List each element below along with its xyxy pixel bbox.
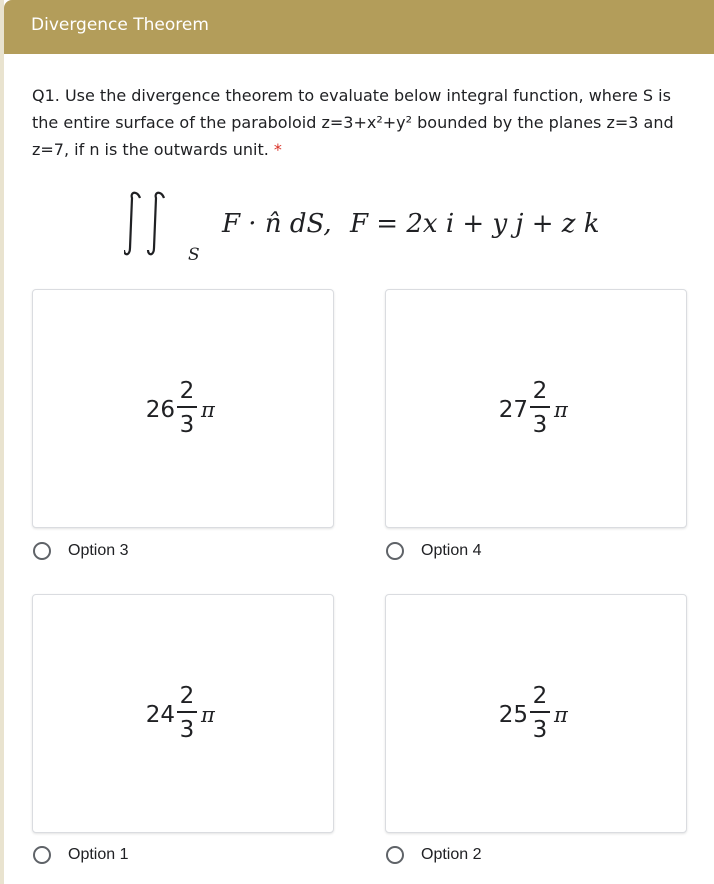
option-denominator: 3 xyxy=(532,412,548,438)
option-label[interactable]: Option 1 xyxy=(68,846,129,863)
form-card xyxy=(4,0,714,884)
option-denominator: 3 xyxy=(532,717,548,743)
option-row[interactable] xyxy=(386,539,481,563)
radio-button[interactable] xyxy=(33,542,51,560)
option-whole: 27 xyxy=(498,397,528,423)
option-denominator: 3 xyxy=(179,412,195,438)
question-text xyxy=(32,82,692,163)
option-pi: π xyxy=(554,703,568,727)
option-numerator: 2 xyxy=(179,378,195,404)
required-asterisk: * xyxy=(273,140,282,159)
option-pi: π xyxy=(201,703,215,727)
option-label[interactable]: Option 3 xyxy=(68,542,129,559)
option-pi: π xyxy=(554,398,568,422)
radio-button[interactable] xyxy=(386,846,404,864)
option-whole: 25 xyxy=(498,702,528,728)
field-definition: F = 2x i + y j + z k xyxy=(350,209,600,239)
option-row[interactable] xyxy=(386,843,481,867)
option-label[interactable]: Option 4 xyxy=(421,542,482,559)
option-pi: π xyxy=(201,398,215,422)
integrand-text: F · n̂ dS, xyxy=(222,209,332,239)
question-body: Q1. Use the divergence theorem to evaluate below integral function, where S is the entire surface of the paraboloid z=3+x²+y² bounded by the planes z=3 and z=7, if n is the outwards unit. xyxy=(32,86,674,159)
integral-sign-1 xyxy=(124,193,140,255)
option-image-card[interactable] xyxy=(385,289,687,528)
option-formula xyxy=(33,595,333,832)
option-denominator: 3 xyxy=(179,717,195,743)
option-numerator: 2 xyxy=(532,683,548,709)
option-numerator: 2 xyxy=(179,683,195,709)
option-row[interactable] xyxy=(33,539,128,563)
integral-formula xyxy=(124,186,644,266)
section-header xyxy=(4,0,714,54)
section-title: Divergence Theorem xyxy=(31,15,209,35)
option-whole: 24 xyxy=(145,702,175,728)
option-formula xyxy=(386,595,686,832)
radio-button[interactable] xyxy=(33,846,51,864)
option-formula xyxy=(386,290,686,527)
integral-sign-2 xyxy=(148,193,164,255)
option-label[interactable]: Option 2 xyxy=(421,846,482,863)
integral-subscript: S xyxy=(188,245,200,265)
option-image-card[interactable] xyxy=(32,289,334,528)
option-numerator: 2 xyxy=(532,378,548,404)
option-whole: 26 xyxy=(145,397,175,423)
option-image-card[interactable] xyxy=(385,594,687,833)
option-formula xyxy=(33,290,333,527)
option-image-card[interactable] xyxy=(32,594,334,833)
option-row[interactable] xyxy=(33,843,128,867)
radio-button[interactable] xyxy=(386,542,404,560)
